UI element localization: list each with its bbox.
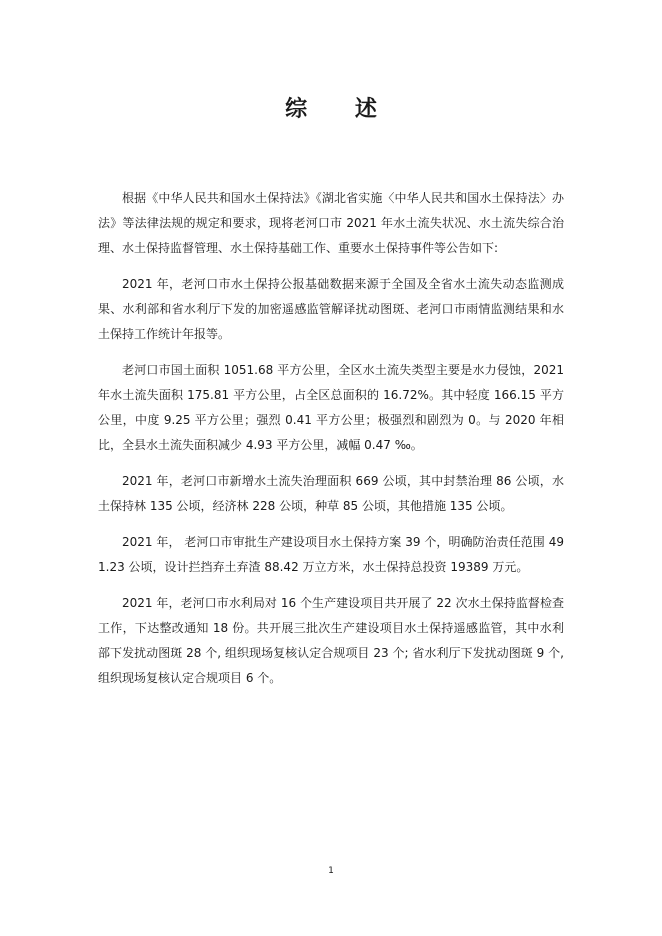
document-body <box>98 186 564 702</box>
paragraph-project-approval: 2021 年， 老河口市审批生产建设项目水土保持方案 39 个，明确防治责任范围 491.23 公顷，设计拦挡弃土弃渣 88.42 万立方米，水土保持总投资 19389 万元。 <box>98 535 564 574</box>
paragraph-data-sources: 2021 年，老河口市水土保持公报基础数据来源于全国及全省水土流失动态监测成果、水利部和省水利厅下发的加密遥感监管解译扰动图斑、老河口市雨情监测结果和水土保持工作统计年报等。 <box>98 277 564 341</box>
paragraph-erosion-control: 2021 年，老河口市新增水土流失治理面积 669 公顷，其中封禁治理 86 公顷，水土保持林 135 公顷，经济林 228 公顷，种草 85 公顷，其他措施 135 公顷。 <box>98 474 564 513</box>
page-title: 综 述 <box>285 97 397 122</box>
paragraph-intro: 根据《中华人民共和国水土保持法》《湖北省实施〈中华人民共和国水土保持法〉办法》等法律法规的规定和要求，现将老河口市 2021 年水土流失状况、水土流失综合治理、水土保持监督管理、水土保持基础工作、重要水土保持事件等公告如下: <box>98 191 564 255</box>
page-number: 1 <box>328 866 334 876</box>
paragraph-supervision: 2021 年，老河口市水利局对 16 个生产建设项目共开展了 22 次水土保持监督检查工作，下达整改通知 18 份。共开展三批次生产建设项目水土保持遥感监管，其中水利部下发扰动图斑 28 个, 组织现场复核认定合规项目 23 个; 省水利厅下发扰动图斑 9 个, 组织现场复核认定合规项目 6 个。 <box>98 596 564 685</box>
paragraph-erosion-status: 老河口市国土面积 1051.68 平方公里，全区水土流失类型主要是水力侵蚀，2021 年水土流失面积 175.81 平方公里，占全区总面积的 16.72%。其中轻度 166.15 平方公里，中度 9.25 平方公里；强烈 0.41 平方公里；极强烈和剧烈为 0。与 2020 年相比，全县水土流失面积减少 4.93 平方公里，减幅 0.47 ‰。 <box>98 363 564 452</box>
